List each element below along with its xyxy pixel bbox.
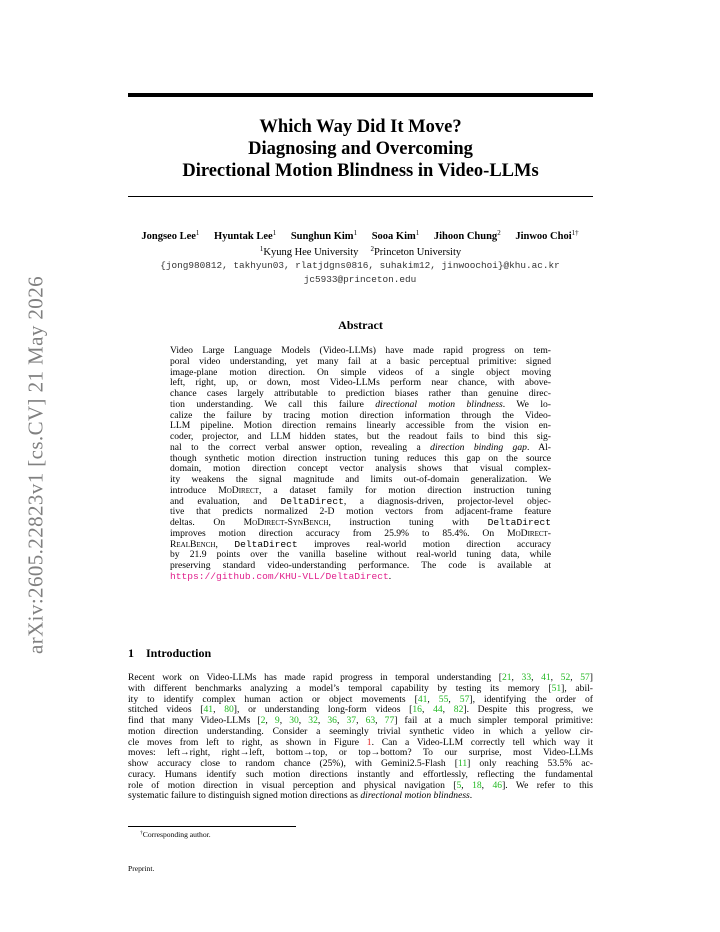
citation-link[interactable]: 5 [456,779,462,791]
title-top-rule [128,93,593,97]
citation-link[interactable]: 37 [346,715,357,726]
citation-link[interactable]: 63 [365,715,376,726]
abstract-line: tion understanding. We call this failure directional motion blindness. We lo- [170,398,551,410]
citation-link[interactable]: 36 [327,715,337,726]
citation-link[interactable]: 18 [472,779,482,791]
abstract-heading: Abstract [338,318,383,332]
intro-line: stitched videos [41, 80], or understanding long-form videos [16, 44, 82]. Despite this progress, we [128,704,594,716]
preprint-label: Preprint. [128,864,155,873]
abstract-line: coder, projector, and LLM hidden states, but the readout fails to bind this sig- [170,431,551,442]
author: Sooa Kim$^1$ [371,229,420,242]
citation-link[interactable]: 2 [260,715,266,726]
author: Jihoon Chung$^2$ [433,229,501,242]
intro-line: curacy. Humans identify such motion directions instantly and effortlessly, reflecting the fundamental [128,768,593,780]
author: Jinwoo Choi$^{1\dagger}$ [515,229,579,242]
intro-line: cle moves from left to right, as shown in Figure 1. Can a Video-LLM correctly tell which way it [128,736,593,748]
abstract-line: ity weakens the signal magnitude and limits out-of-domain generalization. We [170,474,551,485]
intro-line: Recent work on Video-LLMs has made rapid progress in temporal understanding [21, 33, 41, 52, 57] [128,672,593,683]
citation-link[interactable]: 44 [433,704,443,716]
citation-link[interactable]: 57 [459,693,470,705]
citation-link[interactable]: 77 [384,715,395,726]
author-list [110,229,610,242]
affiliation: $^2$Princeton University [370,245,462,258]
citation-link[interactable]: 51 [551,682,562,694]
affiliation: $^1$Kyung Hee University [259,245,359,258]
abstract-line: domain, motion direction concept vector analysis shows that visual complex- [170,463,551,475]
term-directional-motion-blindness: directional motion blindness [360,790,470,802]
abstract-line: left, right, up, or down, most Video-LLMs perform near chance, with above- [170,377,551,389]
author: Hyuntak Lee$^1$ [214,229,277,242]
citation-link[interactable]: 16 [412,704,422,716]
citation-link[interactable]: 32 [308,715,318,726]
title-line-2: Diagnosing and Overcoming [248,139,473,159]
citation-link[interactable]: 9 [274,715,280,726]
citation-link[interactable]: 82 [453,704,464,716]
abstract-body [170,346,551,583]
abstract-line: nal to the correct verbal answer option, revealing a direction binding gap. Al- [170,441,551,453]
citation-link[interactable]: 11 [457,758,468,769]
intro-line: ity to identify complex human action or object movements [41, 55, 57], identifying the order of [128,693,593,705]
intro-line: role of motion direction in visual perception and physical navigation [5, 18, 46]. We refer to this [128,779,594,791]
citation-link[interactable]: 33 [521,672,532,683]
footnote-rule [128,826,296,827]
author: Jongseo Lee$^1$ [141,229,200,242]
intro-line: find that many Video-LLMs [2, 9, 30, 32, 36, 37, 63, 77] fail at a much simpler temporal primitive: [128,715,594,726]
abstract-line: by 21.9 points over the vanilla baseline without real-world tuning data, while [170,549,551,561]
abstract-line: chance cases largely attributable to prediction biases rather than genuine direc- [170,388,551,399]
term-directional-motion-blindness: directional motion blindness [375,398,503,410]
email-line-1[interactable]: {jong980812, takhyun03, rlatjdgns0816, suhakim12, jinwoochoi}@khu.ac.kr [160,260,560,271]
intro-line: with different benchmarks analyzing a model’s temporal capability by testing its memory [51], abil- [128,682,593,694]
arxiv-id: arXiv:2605.22823v1 [cs.CV] 21 May 2026 [23,276,48,654]
citation-link[interactable]: 46 [492,779,503,791]
abstract-line: Video Large Language Models (Video-LLMs) have made rapid progress on tem- [170,345,551,356]
abstract-line: and evaluation, and DeltaDirect, a diagnosis-driven, projector-level objec- [170,495,551,507]
arxiv-sidebar-stamp [18,255,54,675]
citation-link[interactable]: 57 [580,672,590,683]
term-direction-binding-gap: direction binding gap [430,441,527,453]
intro-line: moves: left→right, right→left, bottom→top, or top→bottom? To our surprise, most Video-LLMs [128,747,593,759]
title-line-1: Which Way Did It Move? [259,117,462,137]
abstract-line: LLM pipeline. Motion direction remains linearly accessible from the vision en- [170,420,551,432]
citation-link[interactable]: 21 [501,672,512,683]
citation-link[interactable]: 41 [203,704,214,716]
section-heading-introduction: 1 Introduction [128,646,212,660]
abstract-line: deltas. On MoDirect-SynBench, instruction tuning with DeltaDirect [170,517,551,528]
intro-line: systematic failure to distinguish signed motion directions as directional motion blindness. [128,790,473,802]
citation-link[interactable]: 30 [289,715,299,726]
abstract-line: https://github.com/KHU-VLL/DeltaDirect. [170,570,392,582]
abstract-line: image-plane motion direction. On simple videos of a single object moving [170,366,551,378]
introduction-body [128,673,593,802]
author: Sunghun Kim$^1$ [290,229,358,242]
abstract-line: poral video understanding, yet many fail at a basic perceptual primitive: signed [170,355,551,367]
intro-line: motion direction understanding. Consider a seemingly trivial synthetic video in which a yellow cir- [128,725,593,737]
citation-link[interactable]: 41 [541,672,551,683]
title-bottom-rule [128,196,593,197]
footnote: †Corresponding author. [140,830,211,839]
abstract-line: RealBench, DeltaDirect improves real-world motion direction accuracy [170,538,551,550]
code-link[interactable]: https://github.com/KHU-VLL/DeltaDirect [170,570,389,582]
abstract-line: introduce MoDirect, a dataset family for motion direction instruction tuning [170,484,551,496]
title-line-3: Directional Motion Blindness in Video-LLMs [182,161,539,181]
abstract-line: tive that predicts normalized 2-D motion vectors from adjacent-frame feature [170,506,551,518]
citation-link[interactable]: 52 [560,672,571,683]
figure-link[interactable]: 1 [366,736,372,748]
abstract-line: improves motion direction accuracy from 25.9% to 85.4%. On MoDirect- [170,527,551,539]
intro-line: show accuracy close to random chance (25%), with Gemini2.5-Flash [11] only reaching 53.5% ac- [128,758,593,769]
paper-title [128,116,593,182]
abstract-line: calize the failure by tracing motion direction information through the Video- [170,409,551,421]
citation-link[interactable]: 55 [438,693,449,705]
abstract-line: though synthetic motion direction instruction tuning reduces this gap on the source [170,452,551,464]
abstract-line: preserving standard video-understanding performance. The code is available at [170,560,551,571]
email-line-2[interactable]: jc5933@princeton.edu [303,274,417,285]
citation-link[interactable]: 80 [224,704,234,716]
citation-link[interactable]: 41 [417,693,428,705]
affiliations [128,245,593,258]
